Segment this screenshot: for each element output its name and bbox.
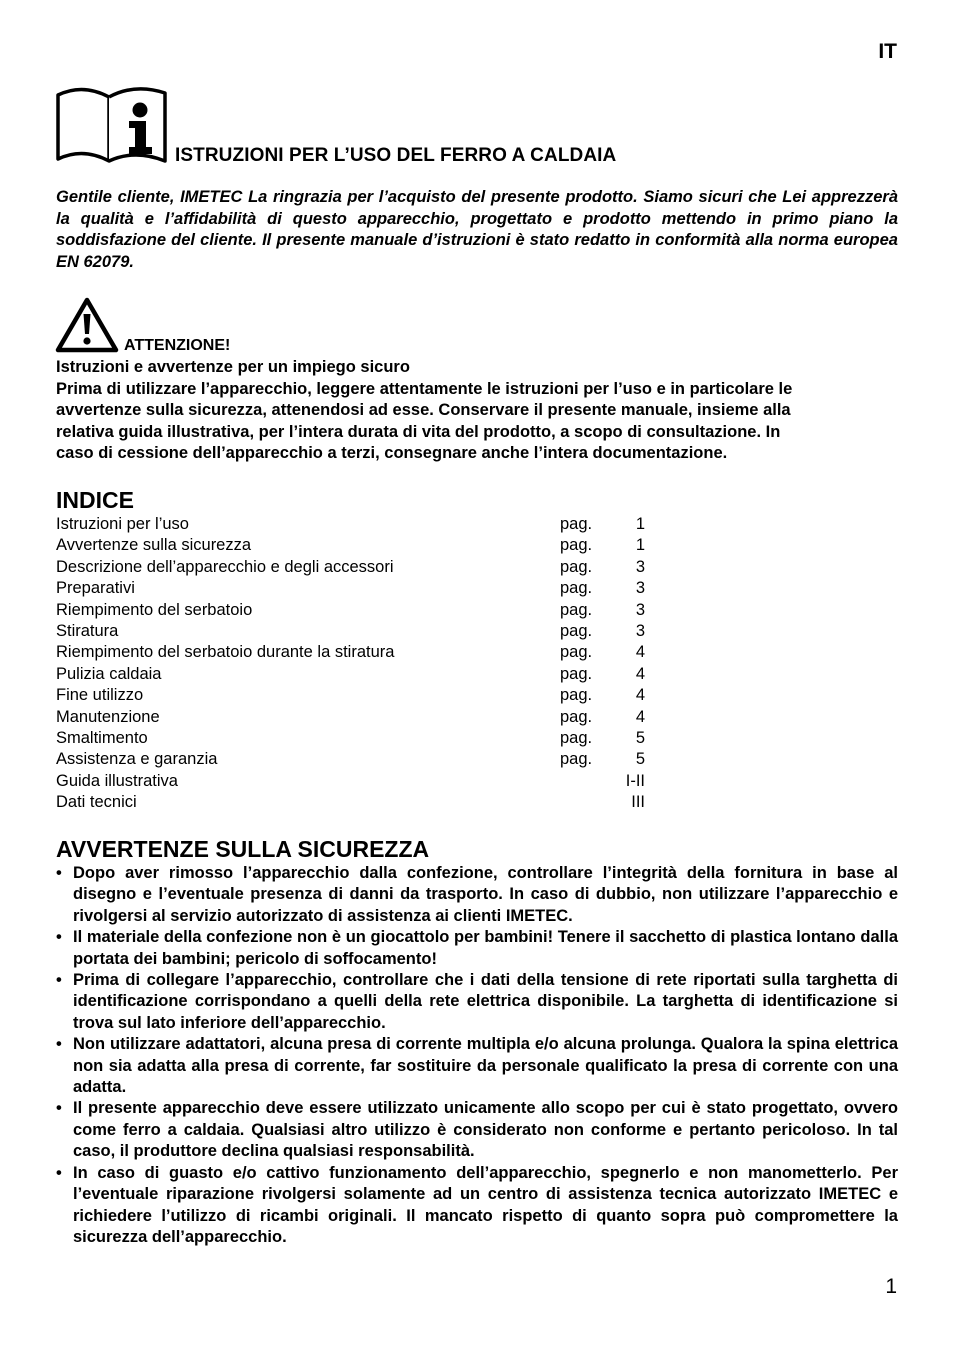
toc-pag: pag. <box>560 686 593 705</box>
safety-item-text: In caso di guasto e/o cattivo funzionamento dell’apparecchio, spegnerlo e non manometterlo. Per l’eventuale riparazione rivolgersi solamente ad un centro di assistenza tecnica autorizzato IMETEC e richiedere l’utilizzo di ricambi originali. Il mancato rispetto di quanto sopra può compromettere la sicurezza dell’apparecchio. <box>73 1163 898 1246</box>
toc-page: 4 <box>635 664 645 683</box>
page-number: 1 <box>885 1275 897 1298</box>
warning-line: avvertenze sulla sicurezza, attenendosi ad esse. Conservare il presente manuale, insieme alla <box>56 401 791 419</box>
toc-pag: pag. <box>560 728 593 747</box>
warning-title: ATTENZIONE! <box>124 337 231 354</box>
safety-item <box>56 1163 898 1249</box>
toc-label: Dati tecnici <box>56 793 137 812</box>
toc-page: 3 <box>635 557 645 576</box>
toc-page: 3 <box>635 621 645 640</box>
safety-item <box>56 1098 898 1162</box>
bullet: • <box>56 864 62 882</box>
toc-page: 4 <box>635 707 645 726</box>
toc-page: III <box>631 793 645 812</box>
toc-entry <box>56 685 656 706</box>
toc-pag: pag. <box>560 557 593 576</box>
bullet: • <box>56 1099 62 1118</box>
toc-entry <box>56 578 656 599</box>
toc-label: Preparativi <box>56 579 135 598</box>
toc-page: 1 <box>635 515 645 533</box>
toc-pag: pag. <box>560 750 593 769</box>
safety-item-text: Il presente apparecchio deve essere utilizzato unicamente allo scopo per cui è stato progettato, ovvero come ferro a caldaia. Qualsiasi altro utilizzo è considerato non conforme e pertanto pericoloso. In tal caso, il produttore declina qualsiasi responsabilità. <box>73 1099 898 1161</box>
safety-item-text: Dopo aver rimosso l’apparecchio dalla confezione, controllare l’integrità della fornitura in base al disegno e l’eventuale presenza di danni da trasporto. In caso di dubbio, non utilizzare l’apparecchio e rivolgersi al servizio autorizzato di assistenza ai clienti IMETEC. <box>73 864 898 925</box>
toc-entry <box>56 792 656 813</box>
toc-page: I-II <box>625 771 645 790</box>
toc-page: 3 <box>635 600 645 619</box>
toc-label: Pulizia caldaia <box>56 664 162 683</box>
toc-page: 3 <box>635 579 645 598</box>
toc-label: Manutenzione <box>56 707 160 726</box>
toc-entry <box>56 707 656 728</box>
toc-pag: pag. <box>560 536 593 555</box>
warning-line: relativa guida illustrativa, per l’intera durata di vita del prodotto, a scopo di consultazione. In <box>56 422 781 441</box>
toc-label: Istruzioni per l’uso <box>56 515 189 533</box>
toc-label: Riempimento del serbatoio durante la stiratura <box>56 643 395 662</box>
toc-pag: pag. <box>560 643 593 662</box>
toc-page: 1 <box>635 536 645 555</box>
toc-entry <box>56 557 656 578</box>
info-book-icon <box>55 85 169 165</box>
toc-entry <box>56 621 656 642</box>
warning-triangle-icon <box>55 296 119 354</box>
warning-text <box>56 357 898 465</box>
toc-entry <box>56 535 656 556</box>
toc-page: 5 <box>635 728 645 747</box>
toc-label: Descrizione dell’apparecchio e degli accessori <box>56 557 394 576</box>
toc-label: Stiratura <box>56 621 119 640</box>
toc-label: Avvertenze sulla sicurezza <box>56 536 252 555</box>
toc-entry <box>56 600 656 621</box>
toc-pag: pag. <box>560 621 593 640</box>
warning-line: Prima di utilizzare l’apparecchio, leggere attentamente le istruzioni per l’uso e in particolare le <box>56 379 793 398</box>
bullet: • <box>56 1163 62 1182</box>
toc-label: Riempimento del serbatoio <box>56 600 253 619</box>
toc-entry <box>56 642 656 663</box>
toc-page: 5 <box>635 750 645 769</box>
warning-line: caso di cessione dell’apparecchio a terzi, consegnare anche l’intera documentazione. <box>56 444 728 462</box>
toc-entry <box>56 771 656 792</box>
toc-label: Assistenza e garanzia <box>56 750 218 769</box>
index-heading: INDICE <box>56 487 134 513</box>
toc-pag: pag. <box>560 664 593 683</box>
safety-item-text: Non utilizzare adattatori, alcuna presa di corrente multipla e/o alcuna prolunga. Qualora la spina elettrica non sia adatta alla presa di corrente, far sostituire da personale qualificato la presa di corrente con una adatta. <box>73 1035 898 1097</box>
toc-label: Guida illustrativa <box>56 771 178 790</box>
safety-item <box>56 927 898 970</box>
safety-heading: AVVERTENZE SULLA SICUREZZA <box>56 836 430 862</box>
toc-pag: pag. <box>560 515 593 533</box>
toc-label: Smaltimento <box>56 728 148 747</box>
safety-item-text: Prima di collegare l’apparecchio, controllare che i dati della tensione di rete riportati sulla targhetta di identificazione corrispondano a quelli della rete elettrica disponibile. La targhetta di identificazione si trova sul lato inferiore dell’apparecchio. <box>73 971 898 1032</box>
toc-page: 4 <box>635 643 645 662</box>
safety-item <box>56 863 898 927</box>
intro-paragraph: Gentile cliente, IMETEC La ringrazia per l’acquisto del presente prodotto. Siamo sicuri che Lei apprezzerà la qualità e l’affidabilità di questo apparecchio, progettato e prodotto mettendo in primo piano la soddisfazione del cliente. Il presente manuale d’istruzioni è stato redatto in conformità alla norma europea EN 62079. <box>56 188 898 271</box>
toc-entry <box>56 514 656 535</box>
toc-entry <box>56 749 656 770</box>
warning-line: Istruzioni e avvertenze per un impiego sicuro <box>56 358 410 376</box>
toc-entry <box>56 728 656 749</box>
toc-label: Fine utilizzo <box>56 686 144 705</box>
safety-item <box>56 1034 898 1098</box>
safety-item-text: Il materiale della confezione non è un giocattolo per bambini! Tenere il sacchetto di plastica lontano dalla portata dei bambini; pericolo di soffocamento! <box>73 928 898 968</box>
safety-item <box>56 970 898 1034</box>
document-title: ISTRUZIONI PER L’USO DEL FERRO A CALDAIA <box>175 145 617 166</box>
language-code: IT <box>878 40 897 63</box>
safety-list <box>56 863 898 1248</box>
toc-page: 4 <box>635 686 645 705</box>
toc-pag: pag. <box>560 707 593 726</box>
toc-pag: pag. <box>560 600 593 619</box>
toc-entry <box>56 664 656 685</box>
bullet: • <box>56 971 62 990</box>
toc-pag: pag. <box>560 579 593 598</box>
bullet: • <box>56 1035 62 1054</box>
table-of-contents <box>56 514 656 813</box>
bullet: • <box>56 928 62 947</box>
